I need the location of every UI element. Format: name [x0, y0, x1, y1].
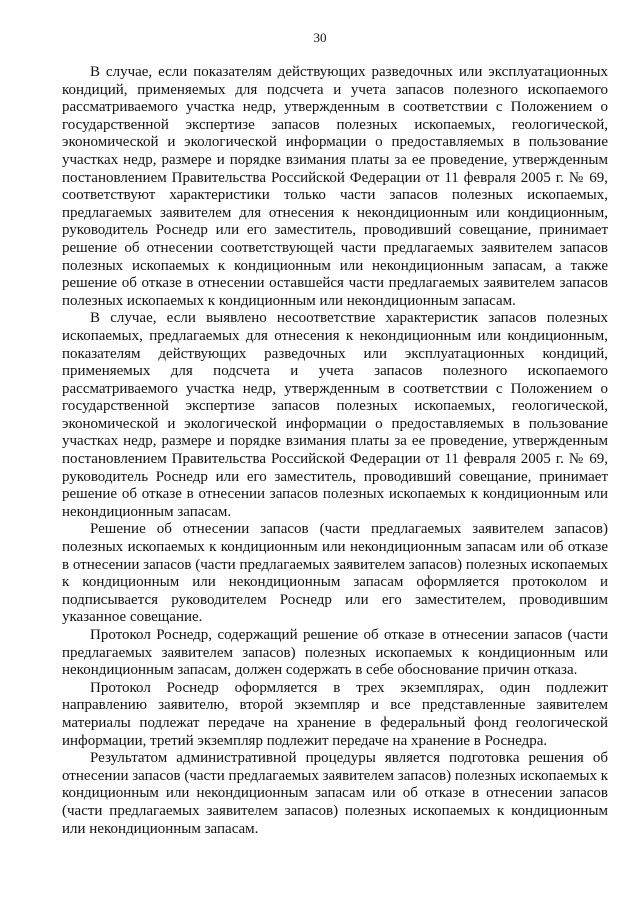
document-body [62, 64, 608, 838]
paragraph: Протокол Роснедр, содержащий решение об отказе в отнесении запасов (части предлагаемых заявителем запасов) полезных ископаемых к кондиционным или некондиционным запасам, должен содержать в себе обоснование причин отказа. [62, 627, 608, 679]
paragraph: Решение об отнесении запасов (части предлагаемых заявителем запасов) полезных ископаемых к кондиционным или некондиционным запасам или об отказе в отнесении запасов (части предлагаемых заявителем запасов) полезных ископаемых к кондиционным или некондиционным запасам оформляется протоколом и подписывается руководителем Роснедр или его заместителем, проводившим указанное совещание. [62, 521, 608, 626]
paragraph: В случае, если показателям действующих разведочных или эксплуатационных кондиций, применяемых для подсчета и учета запасов полезного ископаемого рассматриваемого участка недр, утвержденным в соответствии с Положением о государственной экспертизе запасов полезных ископаемых, геологической, экономической и экологической информации о предоставляемых в пользование участках недр, размере и порядке взимания платы за ее проведение, утвержденным постановлением Правительства Российской Федерации от 11 февраля 2005 г. № 69, соответствуют характеристики только части запасов полезных ископаемых, предлагаемых заявителем для отнесения к некондиционным или кондиционным, руководитель Роснедр или его заместитель, проводивший совещание, принимает решение об отнесении соответствующей части предлагаемых заявителем запасов полезных ископаемых к кондиционным или некондиционным запасам, а также решение об отказе в отнесении оставшейся части предлагаемых заявителем запасов полезных ископаемых к кондиционным или некондиционным запасам. [62, 64, 608, 309]
page-number: 30 [313, 30, 327, 45]
paragraph: Протокол Роснедр оформляется в трех экземплярах, один подлежит направлению заявителю, второй экземпляр и все представленные заявителем материалы подлежат передаче на хранение в федеральный фонд геологической информации, третий экземпляр подлежит передаче на хранение в Роснедра. [62, 679, 608, 749]
paragraph: Результатом административной процедуры является подготовка решения об отнесении запасов (части предлагаемых заявителем запасов) полезных ископаемых к кондиционным или некондиционным запасам или об отказе в отнесении запасов (части предлагаемых заявителем запасов) полезных ископаемых к кондиционным или некондиционным запасам. [62, 750, 608, 837]
paragraph: В случае, если выявлено несоответствие характеристик запасов полезных ископаемых, предлагаемых для отнесения к некондиционным или кондиционным, показателям действующих разведочных или эксплуатационных кондиций, применяемых для подсчета и учета запасов полезного ископаемого рассматриваемого участка недр, утвержденным в соответствии с Положением о государственной экспертизе запасов полезных ископаемых, геологической, экономической и экологической информации о предоставляемых в пользование участках недр, размере и порядке взимания платы за ее проведение, утвержденным постановлением Правительства Российской Федерации от 11 февраля 2005 г. № 69, руководитель Роснедр или его заместитель, проводивший совещание, принимает решение об отказе в отнесении запасов полезных ископаемых к кондиционным или некондиционным запасам. [62, 310, 608, 520]
